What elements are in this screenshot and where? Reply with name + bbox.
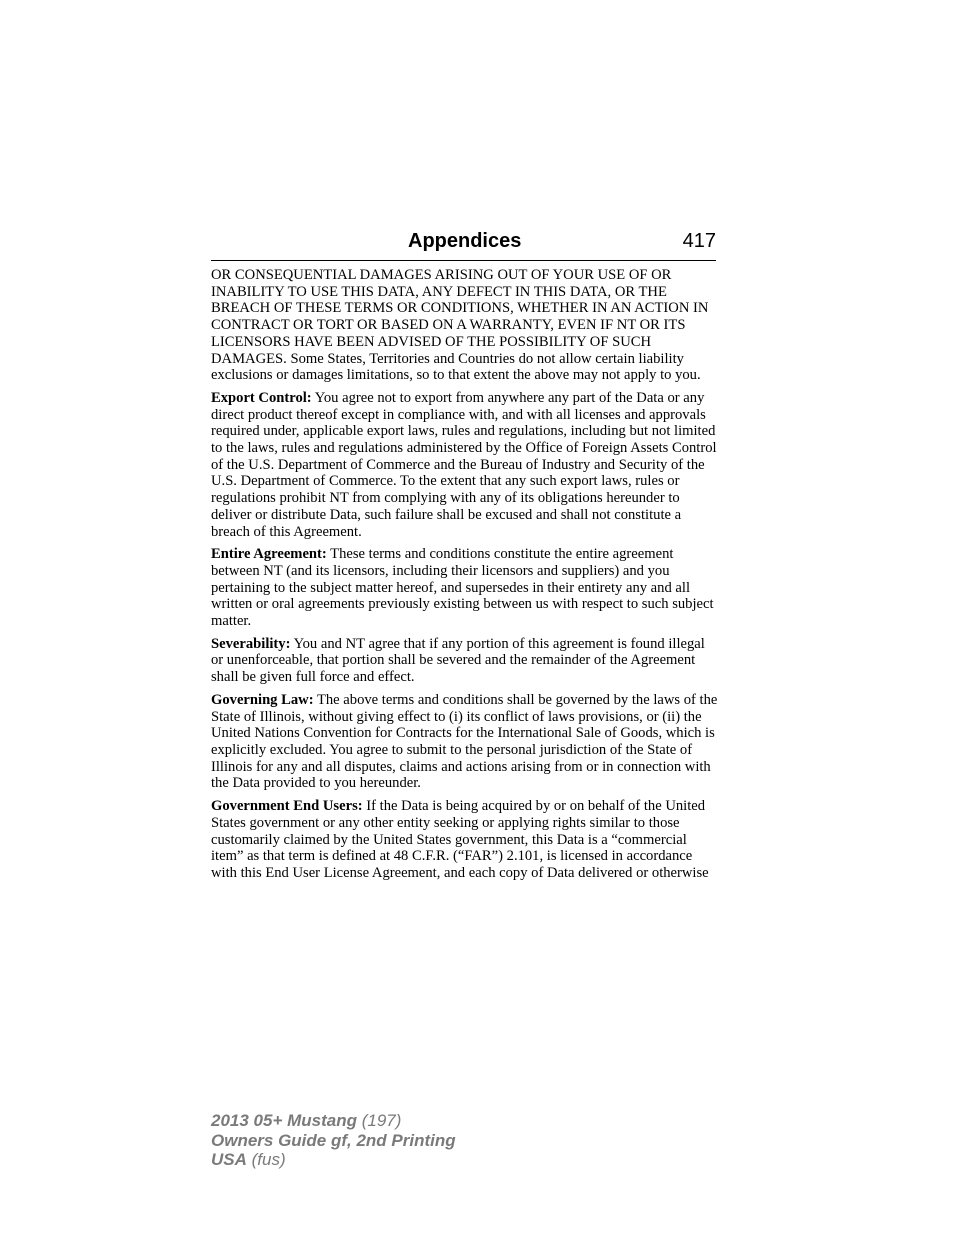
page-number: 417 xyxy=(682,230,716,252)
footer-region-code: (fus) xyxy=(251,1150,286,1169)
footer-region: USA xyxy=(211,1150,247,1169)
paragraph-severability xyxy=(211,636,718,686)
paragraph-government-end-users xyxy=(211,798,718,882)
footer-line-model xyxy=(211,1111,456,1131)
paragraph-label: Governing Law: xyxy=(211,691,314,708)
paragraph-entire-agreement xyxy=(211,546,718,630)
paragraph-text: If the Data is being acquired by or on behalf of the United States government or any other entity seeking or applying rights similar to those customarily claimed by the United States government, this Data is a “commercial item” as that term is defined at 48 C.F.R. (“FAR”) 2.101, is licensed in accordance with this End User License Agreement, and each copy of Data delivered or otherwise xyxy=(211,798,709,881)
paragraph-text: OR CONSEQUENTIAL DAMAGES ARISING OUT OF YOUR USE OF OR INABILITY TO USE THIS DATA, ANY DEFECT IN THIS DATA, OR THE BREACH OF THESE TERMS OR CONDITIONS, WHETHER IN AN ACTION IN CONTRACT OR TORT OR BASED ON A WARRANTY, EVEN IF NT OR ITS LICENSORS HAVE BEEN ADVISED OF THE POSSIBILITY OF SUCH DAMAGES. Some States, Territories and Countries do not allow certain liability exclusions or damages limitations, so to that extent the above may not apply to you. xyxy=(211,267,709,384)
paragraph-label: Government End Users: xyxy=(211,798,363,815)
paragraph-text: You and NT agree that if any portion of this agreement is found illegal or unenforceable, that portion shall be severed and the remainder of the Agreement shall be given full force and effect. xyxy=(211,635,705,686)
footer-model-code: (197) xyxy=(361,1111,402,1130)
footer-guide: Owners Guide gf, 2nd Printing xyxy=(211,1130,456,1150)
paragraph-damages xyxy=(211,267,718,384)
paragraph-text: The above terms and conditions shall be governed by the laws of the State of Illinois, without giving effect to (i) its conflict of laws provisions, or (ii) the United Nations Convention for Contracts for the International Sale of Goods, which is explicitly excluded. You agree to submit to the personal jurisdiction of the State of Illinois for any and all disputes, claims and actions arising from or in connection with the Data provided to you hereunder. xyxy=(211,691,718,792)
page-header xyxy=(211,228,716,261)
paragraph-governing-law xyxy=(211,692,718,792)
paragraph-export-control xyxy=(211,390,718,540)
footer-line-guide xyxy=(211,1131,456,1151)
paragraph-label: Export Control: xyxy=(211,389,312,406)
footer-model: 2013 05+ Mustang xyxy=(211,1111,357,1130)
footer-line-region xyxy=(211,1150,456,1170)
paragraph-label: Severability: xyxy=(211,635,291,652)
page-footer xyxy=(211,1111,456,1170)
paragraph-label: Entire Agreement: xyxy=(211,546,327,563)
section-title: Appendices xyxy=(408,230,522,252)
body-text xyxy=(211,267,718,888)
paragraph-text: You agree not to export from anywhere any part of the Data or any direct product thereof except in compliance with, and with all licenses and approvals required under, applicable export laws, rules and regulations, including but not limited to the laws, rules and regulations administered by the Office of Foreign Assets Control of the U.S. Department of Commerce and the Bureau of Industry and Security of the U.S. Department of Commerce. To the extent that any such export laws, rules or regulations prohibit NT from complying with any of its obligations hereunder to deliver or distribute Data, such failure shall be excused and shall not constitute a breach of this Agreement. xyxy=(211,389,717,540)
paragraph-text: These terms and conditions constitute the entire agreement between NT (and its licensors, including their licensors and suppliers) and you pertaining to the subject matter hereof, and supersedes in their entirety any and all written or oral agreements previously existing between us with respect to such subject matter. xyxy=(211,546,714,630)
